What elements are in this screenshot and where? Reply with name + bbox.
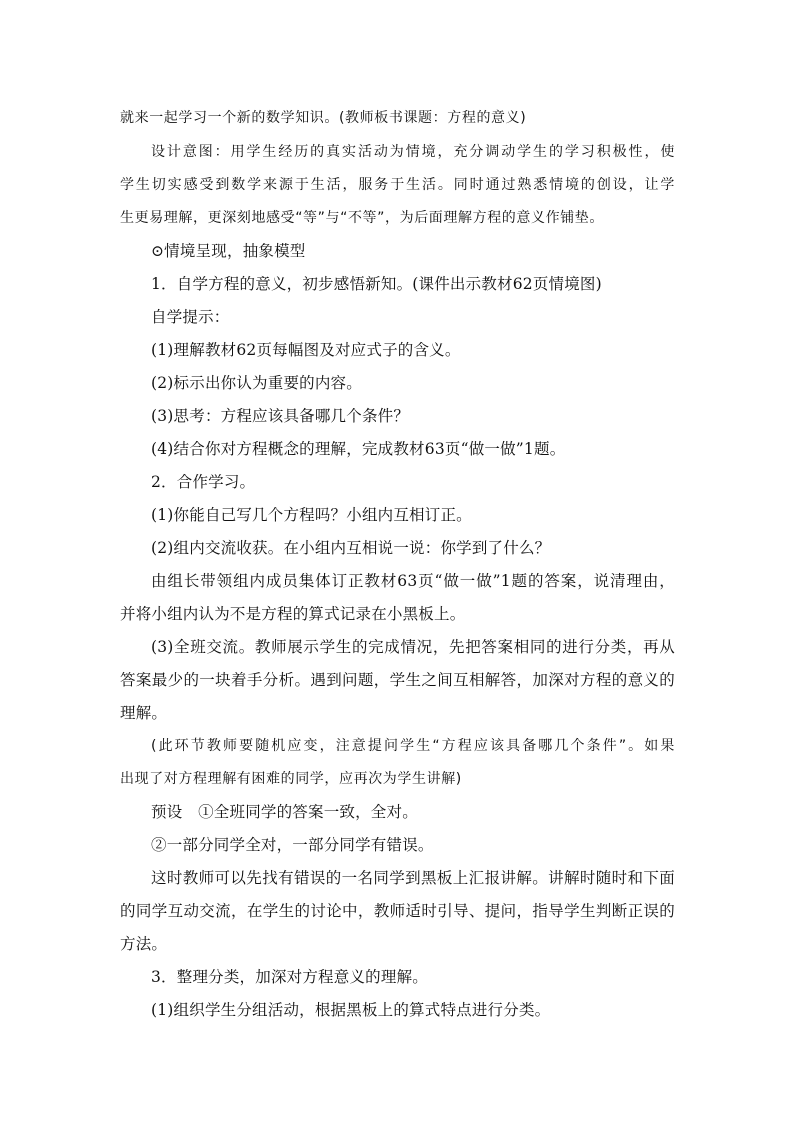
text-line: 由组长带领组内成员集体订正教材63页“做一做”1题的答案，说清理由， [151, 572, 675, 590]
text-line: 这时教师可以先找有错误的一名同学到黑板上汇报讲解。讲解时随时和下面 [151, 869, 675, 887]
list-item: (4)结合你对方程概念的理解，完成教材63页“做一做”1题。 [151, 440, 566, 458]
step-heading: 1．自学方程的意义，初步感悟新知。(课件出示教材62页情境图) [151, 275, 602, 293]
preset-line: ②一部分同学全对，一部分同学有错误。 [151, 836, 434, 854]
list-item: (1)理解教材62页每幅图及对应式子的含义。 [151, 341, 461, 359]
text-line: 的同学互动交流，在学生的讨论中，教师适时引导、提问，指导学生判断正误的 [120, 902, 675, 920]
text-line: 就来一起学习一个新的数学知识。(教师板书课题：方程的意义) [120, 110, 527, 126]
text-line: 答案最少的一块着手分析。遇到问题，学生之间互相解答，加深对方程的意义的 [120, 671, 675, 689]
design-intent-line: 学生切实感受到数学来源于生活，服务于生活。同时通过熟悉情境的创设，让学 [120, 177, 675, 193]
step-heading: 3．整理分类，加深对方程意义的理解。 [151, 968, 428, 986]
design-intent-line: 生更易理解，更深刻地感受“等”与“不等”，为后面理解方程的意义作铺垫。 [120, 210, 605, 226]
text-line: 并将小组内认为不是方程的算式记录在小黑板上。 [120, 605, 466, 623]
list-item: (3)全班交流。教师展示学生的完成情况，先把答案相同的进行分类，再从 [151, 638, 675, 656]
section-heading: ⊙情境呈现，抽象模型 [151, 242, 306, 260]
text-line: 理解。 [120, 704, 168, 722]
text-line: 方法。 [120, 935, 168, 953]
list-item: (2)标示出你认为重要的内容。 [151, 374, 362, 392]
note-line: (此环节教师要随机应变，注意提问学生“方程应该具备哪几个条件”。如果 [151, 738, 675, 754]
design-intent-line: 设计意图：用学生经历的真实活动为情境，充分调动学生的学习积极性，使 [151, 144, 675, 160]
list-item: (3)思考：方程应该具备哪几个条件？ [151, 407, 410, 425]
list-item: (1)你能自己写几个方程吗？小组内互相订正。 [151, 506, 472, 524]
step-heading: 2．合作学习。 [151, 473, 256, 491]
text-line: 自学提示： [151, 308, 230, 326]
note-line: 出现了对方程理解有困难的同学，应再次为学生讲解) [120, 771, 462, 787]
preset-line: 预设 ①全班同学的答案一致，全对。 [151, 803, 418, 821]
list-item: (1)组织学生分组活动，根据黑板上的算式特点进行分类。 [151, 1001, 551, 1019]
list-item: (2)组内交流收获。在小组内互相说一说：你学到了什么？ [151, 539, 551, 557]
